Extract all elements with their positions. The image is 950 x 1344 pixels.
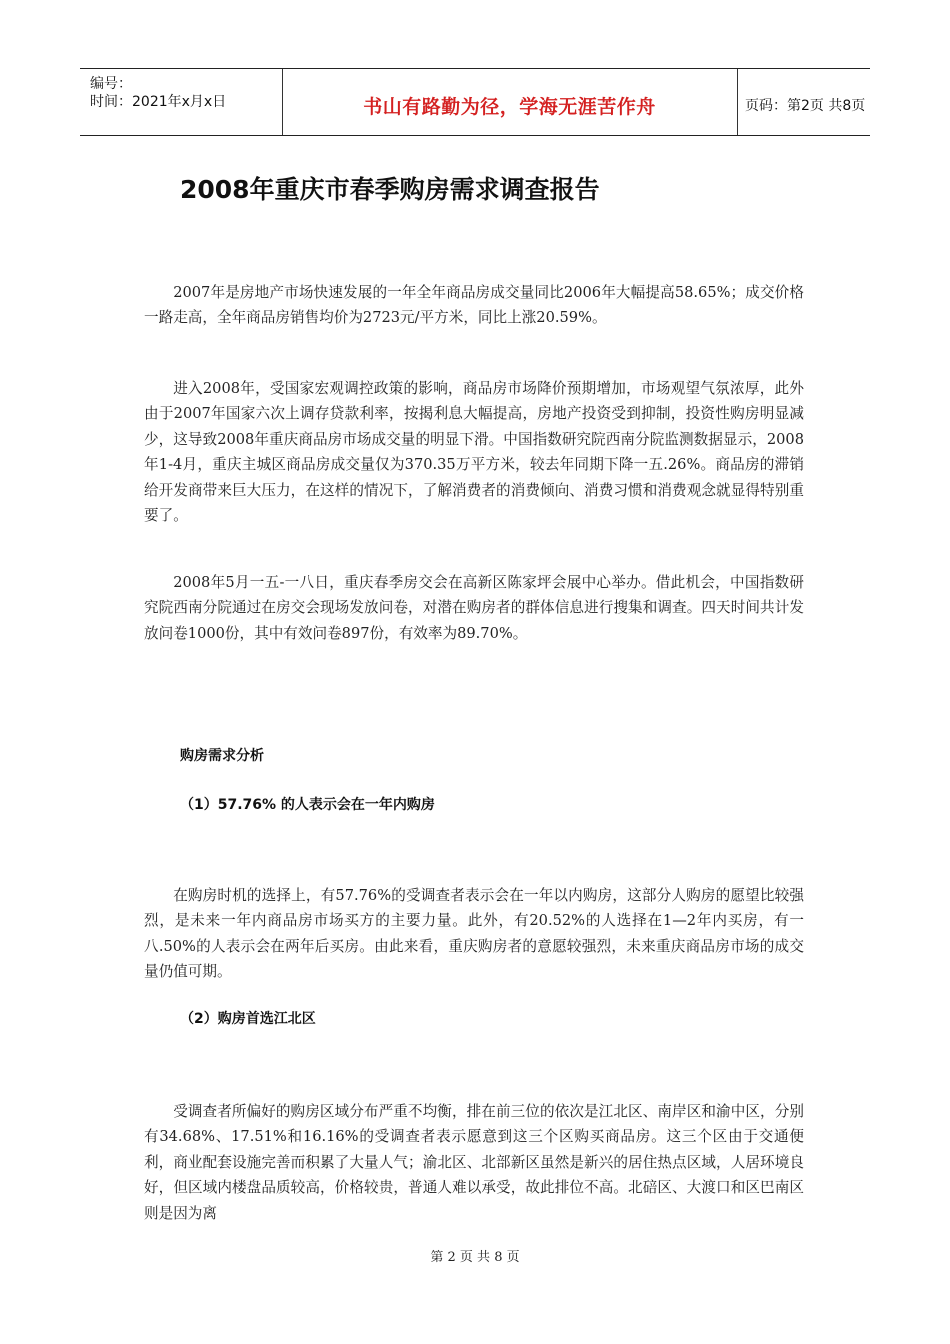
header-motto-cell: [282, 69, 738, 135]
subsection-paragraph-2: 受调查者所偏好的购房区域分布严重不均衡，排在前三位的依次是江北区、南岸区和渝中区，分别有34.68%、17.51%和16.16%的受调查者表示愿意到这三个区购买商品房。这三个区由于交通便利，商业配套设施完善而积累了大量人气；渝北区、北部新区虽然是新兴的居住热点区域，人居环境良好，但区域内楼盘品质较高，价格较贵，普通人难以承受，故此排位不高。北碚区、大渡口和区巴南区则是因为离: [144, 1103, 804, 1222]
subsection-heading-2: （2）购房首选江北区: [180, 1011, 316, 1027]
subsection-paragraph-1: 在购房时机的选择上，有57.76%的受调查者表示会在一年以内购房，这部分人购房的愿望比较强烈，是未来一年内商品房市场买方的主要力量。此外，有20.52%的人选择在1—2年内买房，有一八.50%的人表示会在两年后买房。由此来看，重庆购房者的意愿较强烈，未来重庆商品房市场的成交量仍值可期。: [144, 887, 804, 981]
section-heading: 购房需求分析: [180, 748, 264, 764]
header-table: [80, 68, 870, 136]
document-date-label: 时间：2021年x月x日: [90, 94, 227, 110]
subsection-heading-1: （1）57.76% 的人表示会在一年内购房: [180, 797, 435, 813]
intro-paragraph-2: 进入2008年，受国家宏观调控政策的影响，商品房市场降价预期增加，市场观望气氛浓厚，此外由于2007年国家六次上调存贷款利率，按揭利息大幅提高，房地产投资受到抑制，投资性购房明显减少，这导致2008年重庆商品房市场成交量的明显下滑。中国指数研究院西南分院监测数据显示，2008年1-4月，重庆主城区商品房成交量仅为370.35万平方米，较去年同期下降一五.26%。商品房的滞销给开发商带来巨大压力，在这样的情况下，了解消费者的消费倾向、消费习惯和消费观念就显得特别重要了。: [144, 380, 804, 525]
header-left-cell: [80, 69, 283, 135]
intro-paragraph-3: 2008年5月一五-一八日，重庆春季房交会在高新区陈家坪会展中心举办。借此机会，中国指数研究院西南分院通过在房交会现场发放问卷，对潜在购房者的群体信息进行搜集和调查。四天时间共计发放问卷1000份，其中有效问卷897份，有效率为89.70%。: [144, 574, 804, 642]
intro-paragraph-1: 2007年是房地产市场快速发展的一年全年商品房成交量同比2006年大幅提高58.65%；成交价格一路走高，全年商品房销售均价为2723元/平方米，同比上涨20.59%。: [144, 284, 804, 327]
document-number-label: 编号：: [90, 76, 132, 92]
page-number-label: 页码：第2页 共8页: [745, 98, 866, 114]
page-title: 2008年重庆市春季购房需求调查报告: [180, 175, 600, 204]
page-footer: 第 2 页 共 8 页: [430, 1250, 520, 1265]
motto-text: 书山有路勤为径，学海无涯苦作舟: [363, 96, 656, 118]
header-right-cell: [737, 69, 870, 135]
